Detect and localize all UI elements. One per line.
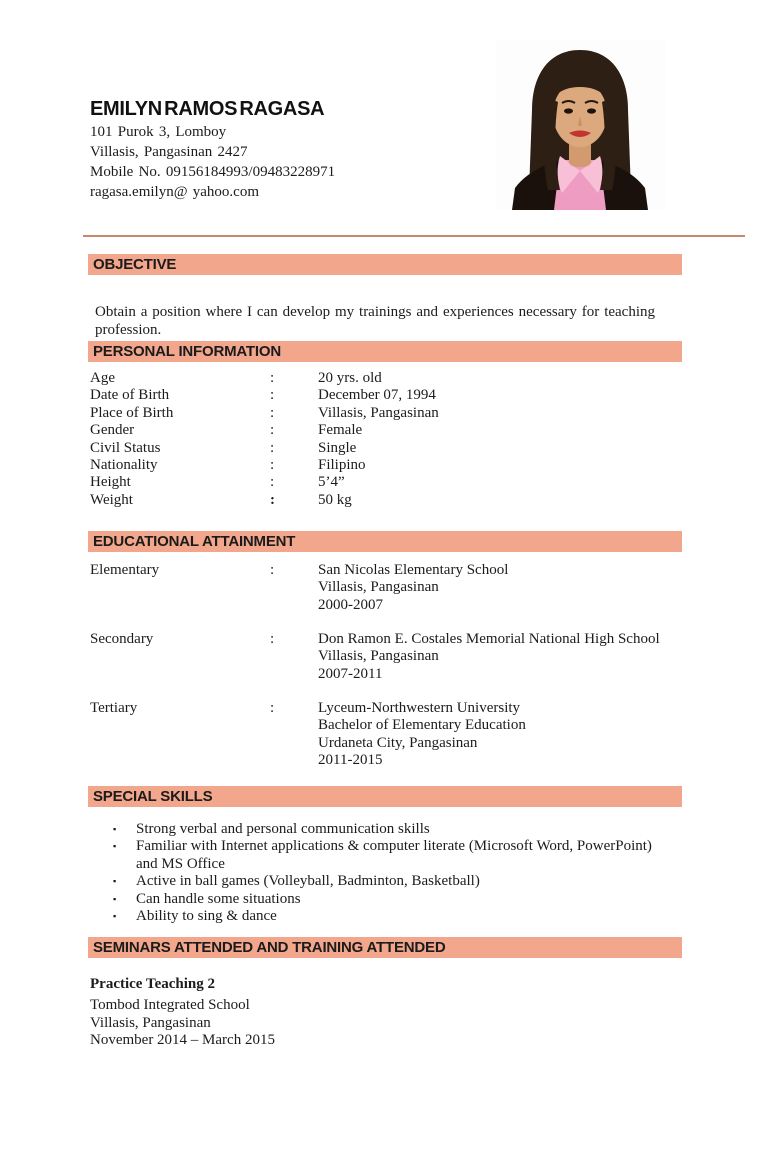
education-detail-line: 2007-2011 xyxy=(318,665,383,682)
personal-value: 20 yrs. old xyxy=(318,370,382,386)
seminar-detail-line: Villasis, Pangasinan xyxy=(90,1014,211,1031)
objective-text: Obtain a position where I can develop my trainings and experiences necessary for teaching profession. xyxy=(95,304,655,339)
personal-label: Place of Birth xyxy=(90,404,174,421)
personal-label: Age xyxy=(90,370,115,386)
mobile-number: Mobile No. 09156184993/09483228971 xyxy=(90,164,336,180)
separator-colon: : xyxy=(270,422,275,439)
skill-item xyxy=(113,873,669,890)
personal-label: Date of Birth xyxy=(90,387,170,404)
section-title-educational-attainment: EDUCATIONAL ATTAINMENT xyxy=(88,531,682,552)
personal-row-date-of-birth xyxy=(90,387,439,404)
education-detail-line: Urdaneta City, Pangasinan xyxy=(318,734,478,751)
personal-row-weight xyxy=(90,492,439,509)
separator-colon: : xyxy=(270,700,275,716)
personal-information-table xyxy=(90,370,439,509)
header-divider xyxy=(83,235,745,237)
seminar-entry xyxy=(90,976,275,1050)
personal-label: Gender xyxy=(90,422,135,439)
education-detail-line: San Nicolas Elementary School xyxy=(318,562,509,578)
education-level: Elementary xyxy=(90,562,160,578)
personal-row-gender xyxy=(90,422,439,439)
square-bullet-icon: ▪ xyxy=(113,911,117,922)
education-entry-tertiary xyxy=(90,700,698,770)
skill-text: Active in ball games (Volleyball, Badminton, Basketball) xyxy=(136,873,480,890)
skill-text: Strong verbal and personal communication skills xyxy=(136,821,430,837)
separator-colon: : xyxy=(270,370,275,386)
personal-value: 5’4” xyxy=(318,474,345,491)
separator-colon: : xyxy=(270,404,275,421)
personal-value: Villasis, Pangasinan xyxy=(318,404,439,421)
square-bullet-icon: ▪ xyxy=(113,893,117,904)
personal-value: Female xyxy=(318,422,363,439)
separator-colon: : xyxy=(270,387,275,404)
applicant-name: EMILYN RAMOS RAGASA xyxy=(90,98,325,120)
personal-row-height xyxy=(90,474,439,491)
square-bullet-icon: ▪ xyxy=(113,824,117,834)
section-title-objective: OBJECTIVE xyxy=(88,254,682,275)
education-entry-elementary xyxy=(90,562,698,614)
header-contact-block xyxy=(90,99,335,202)
personal-label: Weight xyxy=(90,491,133,508)
personal-label: Height xyxy=(90,474,131,491)
portrait-image xyxy=(496,40,665,210)
education-level: Tertiary xyxy=(90,700,138,716)
personal-row-civil-status xyxy=(90,440,439,457)
education-detail-line: 2000-2007 xyxy=(318,596,383,613)
email-address: ragasa.emilyn@ yahoo.com xyxy=(90,184,260,200)
square-bullet-icon: ▪ xyxy=(113,876,117,887)
skill-text: Ability to sing & dance xyxy=(136,908,277,925)
personal-row-age xyxy=(90,370,439,387)
applicant-photo xyxy=(496,40,665,210)
separator-colon: : xyxy=(270,562,275,578)
skill-item xyxy=(113,891,669,908)
education-entry-secondary xyxy=(90,631,698,683)
personal-value: 50 kg xyxy=(318,491,352,508)
skill-item xyxy=(113,838,669,873)
education-detail-line: Bachelor of Elementary Education xyxy=(318,717,526,734)
separator-colon: : xyxy=(270,491,275,508)
section-title-personal-information: PERSONAL INFORMATION xyxy=(88,341,682,362)
personal-value: December 07, 1994 xyxy=(318,387,436,404)
education-detail-line: 2011-2015 xyxy=(318,752,383,769)
education-level: Secondary xyxy=(90,631,154,647)
education-detail-line: Don Ramon E. Costales Memorial National High School xyxy=(318,631,660,647)
education-details xyxy=(318,562,698,614)
separator-colon: : xyxy=(270,457,275,474)
skills-list xyxy=(113,821,669,925)
seminar-detail-line: Tombod Integrated School xyxy=(90,997,250,1014)
personal-value: Filipino xyxy=(318,457,366,474)
square-bullet-icon: ▪ xyxy=(113,841,117,852)
personal-row-nationality xyxy=(90,457,439,474)
education-detail-line: Villasis, Pangasinan xyxy=(318,579,439,596)
skill-text: Familiar with Internet applications & computer literate (Microsoft Word, PowerPoint) and MS Office xyxy=(136,838,652,872)
personal-row-place-of-birth xyxy=(90,405,439,422)
separator-colon: : xyxy=(270,631,275,647)
seminar-detail-line: November 2014 – March 2015 xyxy=(90,1032,275,1049)
education-details xyxy=(318,700,698,770)
section-title-special-skills: SPECIAL SKILLS xyxy=(88,786,682,807)
address-line-2: Villasis, Pangasinan 2427 xyxy=(90,144,248,160)
skill-item xyxy=(113,821,669,838)
section-title-seminars: SEMINARS ATTENDED AND TRAINING ATTENDED xyxy=(88,937,682,958)
address-line-1: 101 Purok 3, Lomboy xyxy=(90,124,227,140)
personal-label: Nationality xyxy=(90,457,158,474)
education-detail-line: Lyceum-Northwestern University xyxy=(318,700,521,716)
skill-text: Can handle some situations xyxy=(136,890,301,907)
personal-label: Civil Status xyxy=(90,439,161,456)
personal-value: Single xyxy=(318,439,357,456)
separator-colon: : xyxy=(270,474,275,491)
education-detail-line: Villasis, Pangasinan xyxy=(318,648,439,665)
separator-colon: : xyxy=(270,439,275,456)
seminar-name: Practice Teaching 2 xyxy=(90,976,215,992)
education-details xyxy=(318,631,698,683)
skill-item xyxy=(113,908,669,925)
